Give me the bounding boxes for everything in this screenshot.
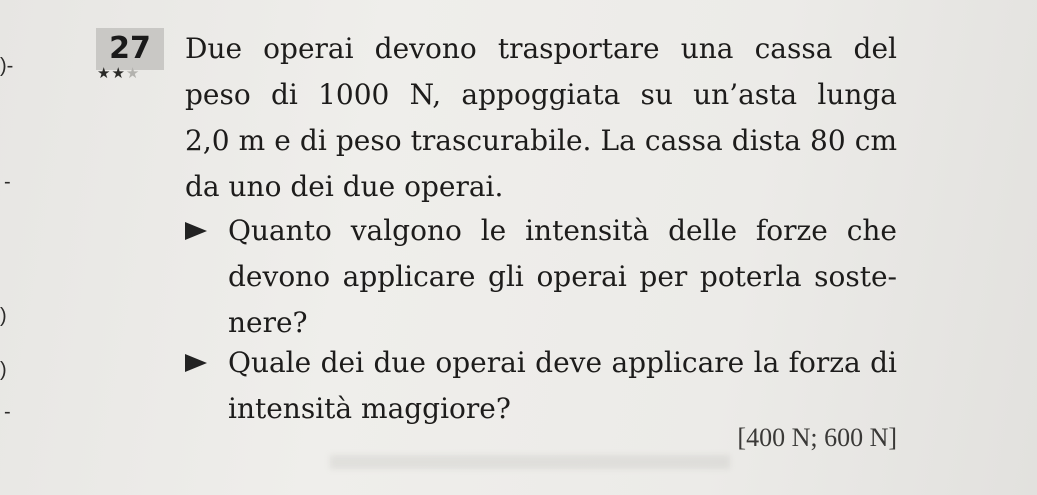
page-bleed-through xyxy=(330,455,730,469)
statement-line: da uno dei due operai. xyxy=(185,170,504,203)
statement-line: peso di 1000 N, appoggiata su un’asta lunga xyxy=(185,78,897,111)
question-line: Quanto valgono le intensità delle forze che xyxy=(228,214,897,247)
statement-line: Due operai devono trasportare una cassa del xyxy=(185,32,897,65)
difficulty-rating xyxy=(97,66,140,81)
exercise-number: 27 xyxy=(96,28,164,70)
triangle-right-icon xyxy=(185,354,207,372)
question-line: intensità maggiore? xyxy=(228,392,511,425)
left-margin-marks xyxy=(0,0,40,495)
statement-line: 2,0 m e di peso trascurabile. La cassa dista 80 cm xyxy=(185,124,897,157)
margin-mark: - xyxy=(4,401,11,423)
question-line: Quale dei due operai deve applicare la forza di xyxy=(228,346,897,379)
star-icon: ★ xyxy=(111,64,126,82)
question-1 xyxy=(185,208,897,346)
margin-mark: ) xyxy=(0,359,7,381)
margin-mark: ) xyxy=(0,305,7,327)
margin-mark: - xyxy=(4,171,11,193)
exercise-statement xyxy=(185,26,897,210)
triangle-right-icon xyxy=(185,222,207,240)
answer: [400 N; 600 N] xyxy=(737,423,897,452)
question-line: nere? xyxy=(228,306,308,339)
star-icon: ★ xyxy=(125,64,141,82)
margin-mark: )- xyxy=(0,55,14,77)
star-icon: ★ xyxy=(97,64,112,82)
question-line: devono applicare gli operai per poterla soste- xyxy=(228,260,897,293)
